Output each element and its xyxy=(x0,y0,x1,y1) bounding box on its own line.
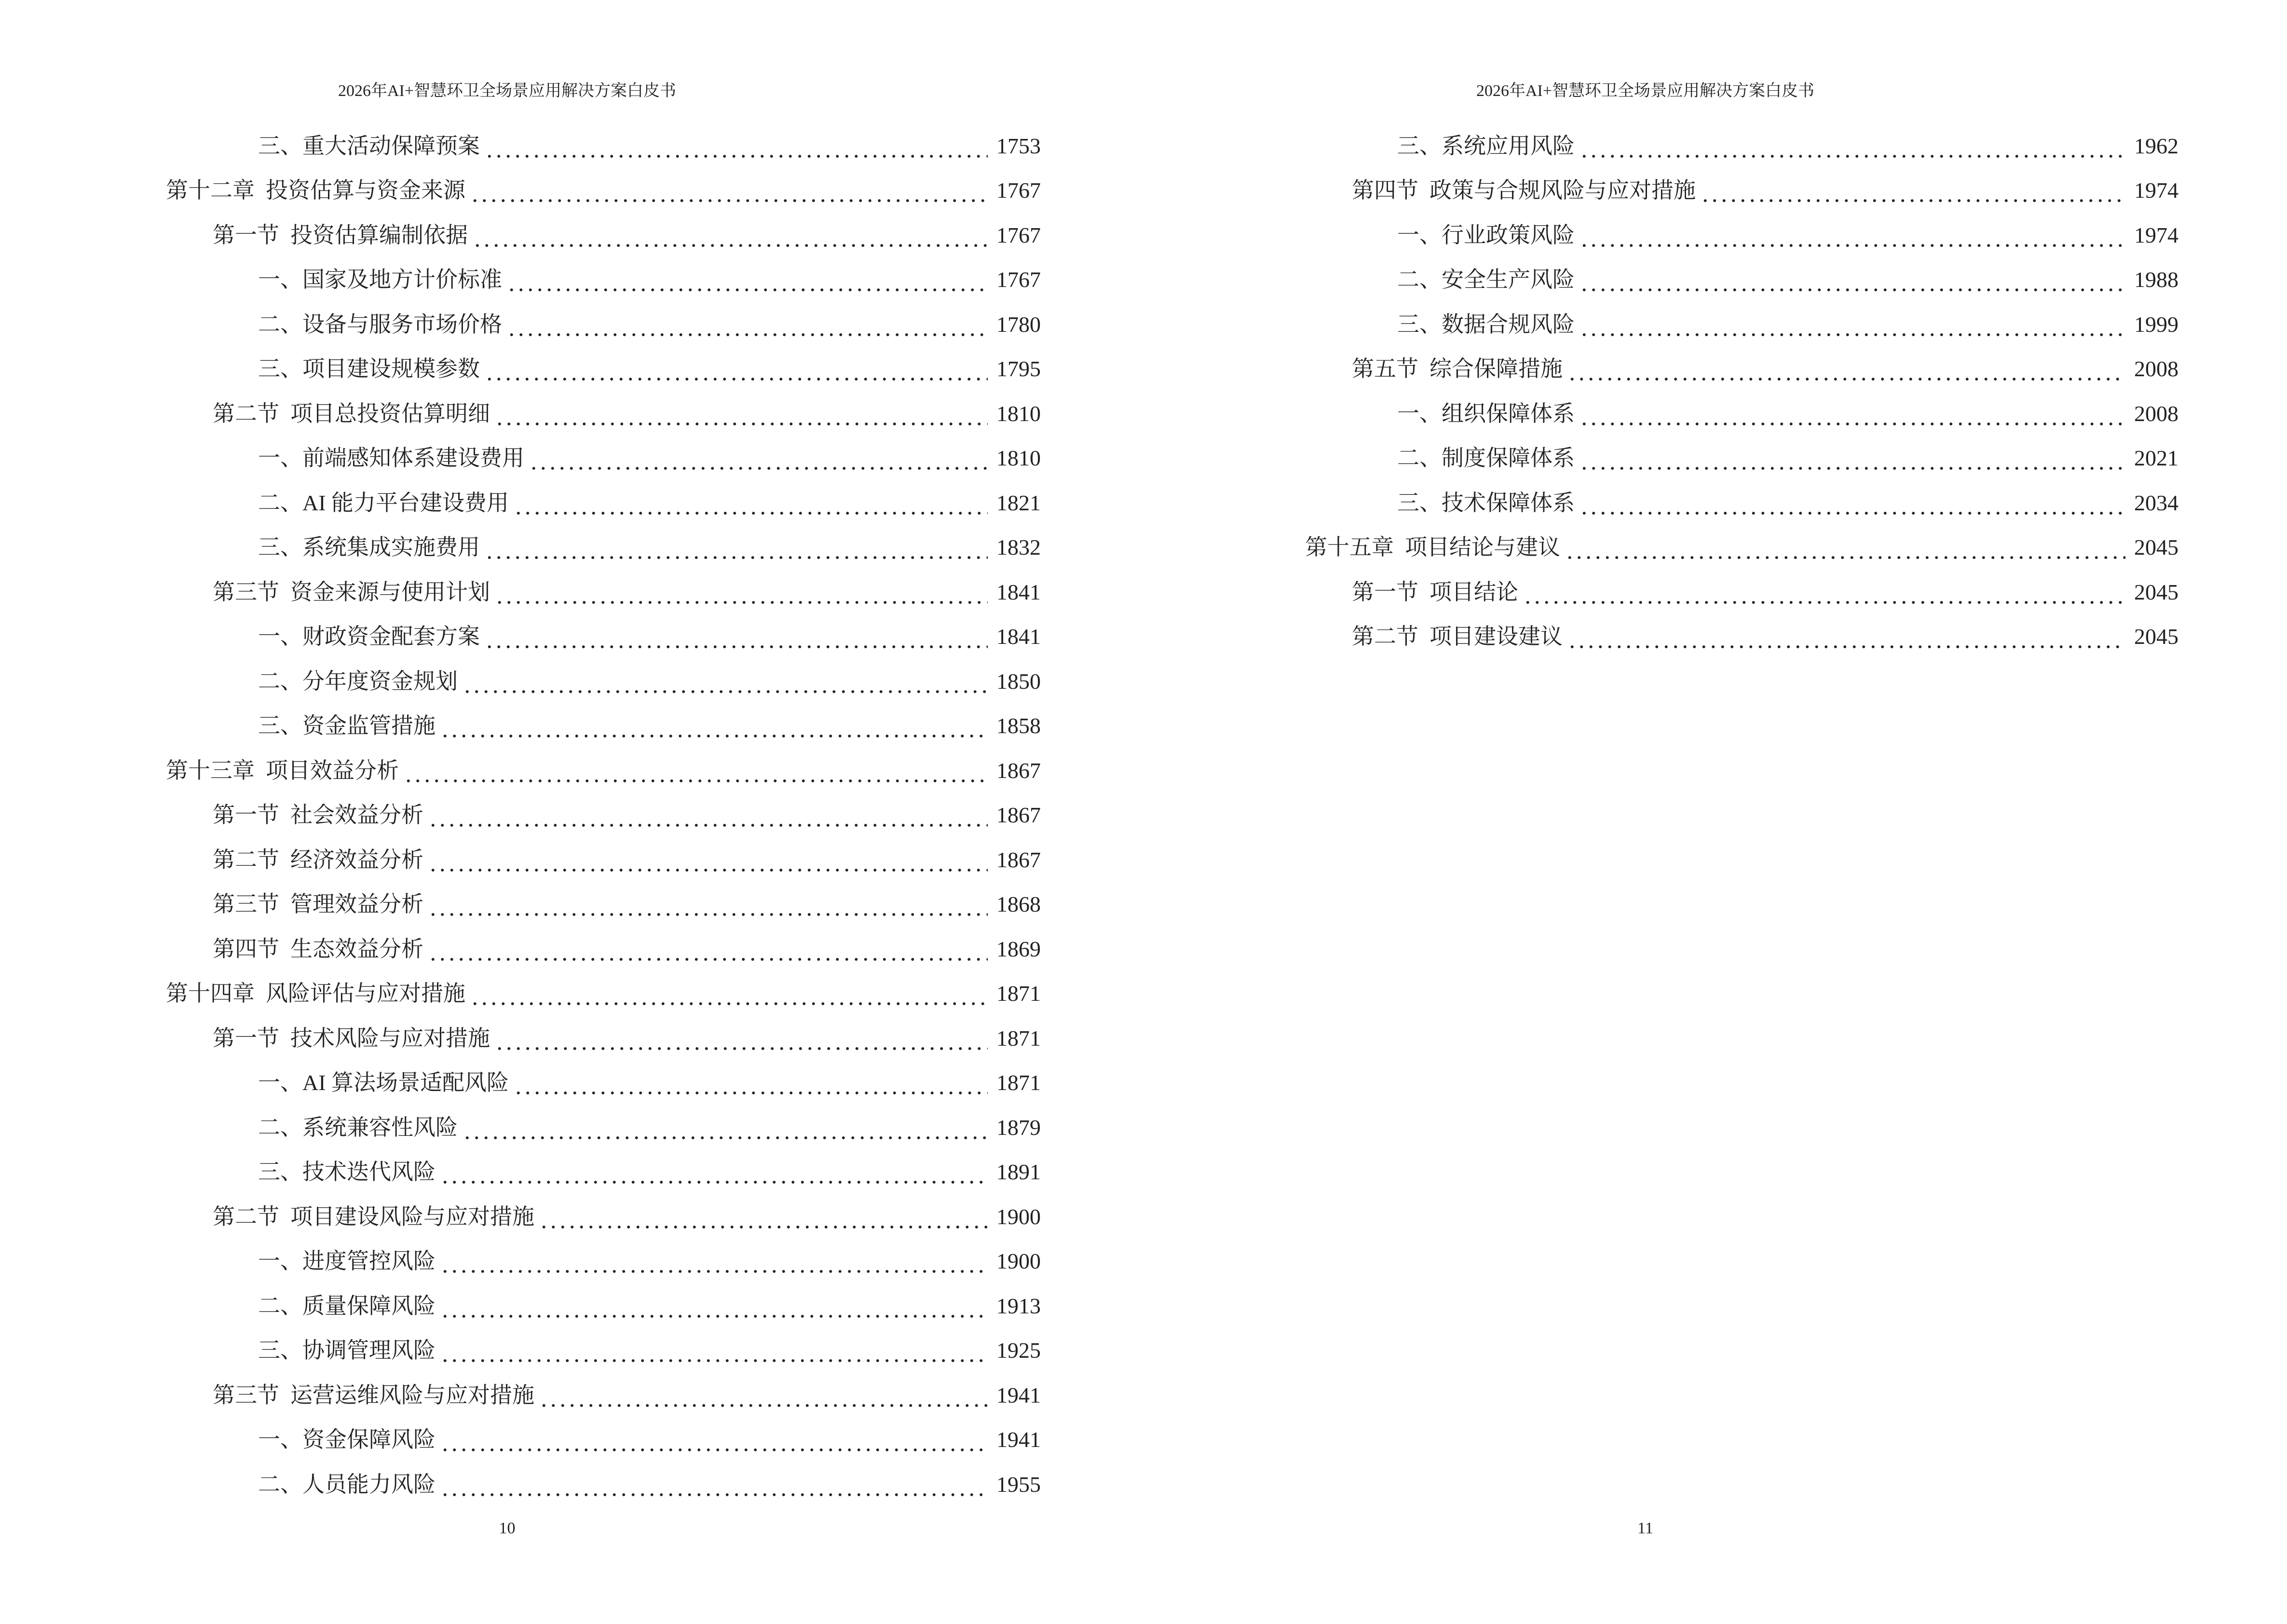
toc-chapter[interactable] xyxy=(1305,520,2178,565)
toc-entry-title: 二、分年度资金规划 xyxy=(258,669,458,694)
dot-leader xyxy=(440,1468,988,1501)
toc-entry-page: 1941 xyxy=(996,1382,1041,1407)
toc-entry-page: 2008 xyxy=(2134,401,2178,426)
toc-subsection[interactable] xyxy=(166,431,1041,476)
toc-subsection[interactable] xyxy=(166,520,1041,565)
dot-leader xyxy=(485,531,988,564)
dot-leader xyxy=(1567,352,2125,386)
toc-entry-title: 第四节 政策与合规风险与应对措施 xyxy=(1352,178,1696,203)
toc-subsection[interactable] xyxy=(166,1100,1041,1145)
running-header: 2026年AI+智慧环卫全场景应用解决方案白皮书 xyxy=(338,82,677,100)
toc-subsection[interactable] xyxy=(166,1234,1041,1279)
dot-leader xyxy=(507,263,988,297)
dot-leader xyxy=(1579,441,2125,475)
dot-leader xyxy=(495,397,988,431)
dot-leader xyxy=(1579,218,2125,252)
toc-entry-title: 第十二章 投资估算与资金来源 xyxy=(166,178,465,203)
toc-entry-page: 1871 xyxy=(996,1070,1041,1095)
dot-leader xyxy=(1579,129,2125,163)
toc-subsection[interactable] xyxy=(166,1412,1041,1457)
toc-entry-page: 2008 xyxy=(2134,356,2178,381)
toc-entry-title: 三、资金监管措施 xyxy=(258,713,436,738)
toc-entry-title: 三、重大活动保障预案 xyxy=(258,133,480,158)
toc-section[interactable] xyxy=(166,1010,1041,1055)
dot-leader xyxy=(440,1289,988,1323)
toc-section[interactable] xyxy=(166,207,1041,252)
toc-entry-title: 三、技术迭代风险 xyxy=(258,1160,436,1184)
toc-subsection[interactable] xyxy=(1305,252,2178,297)
toc-entry-page: 1913 xyxy=(996,1293,1041,1318)
toc-entry-title: 三、协调管理风险 xyxy=(258,1338,436,1363)
dot-leader xyxy=(440,1423,988,1457)
toc-entry-page: 1753 xyxy=(996,133,1041,158)
toc-entry-title: 二、系统兼容性风险 xyxy=(258,1115,458,1140)
toc-entry-title: 一、国家及地方计价标准 xyxy=(258,267,502,292)
running-header: 2026年AI+智慧环卫全场景应用解决方案白皮书 xyxy=(1476,82,1815,100)
page-number: 11 xyxy=(1637,1519,1653,1537)
toc-entry-page: 1795 xyxy=(996,356,1041,381)
dot-leader xyxy=(485,129,988,163)
toc-entry-title: 三、系统集成实施费用 xyxy=(258,535,480,560)
toc-entry-page: 1988 xyxy=(2134,267,2178,292)
toc-entry-page: 1858 xyxy=(996,713,1041,738)
toc-entry-title: 第二节 项目建设风险与应对措施 xyxy=(213,1204,534,1229)
toc-entry-title: 二、质量保障风险 xyxy=(258,1293,436,1318)
dot-leader xyxy=(485,352,988,386)
dot-leader xyxy=(539,1200,988,1234)
toc-entry-page: 1900 xyxy=(996,1204,1041,1229)
toc-chapter[interactable] xyxy=(166,743,1041,788)
dot-leader xyxy=(440,1244,988,1278)
toc-subsection[interactable] xyxy=(166,654,1041,698)
toc-entry-title: 一、AI 算法场景适配风险 xyxy=(258,1070,509,1095)
dot-leader xyxy=(1579,397,2125,431)
toc-entry-title: 二、制度保障体系 xyxy=(1397,446,1575,470)
toc-entry-page: 1871 xyxy=(996,1025,1041,1051)
toc-entry-page: 1879 xyxy=(996,1115,1041,1140)
toc-entry-page: 1810 xyxy=(996,401,1041,426)
toc-entry-title: 二、AI 能力平台建设费用 xyxy=(258,490,509,515)
toc-entry-page: 2045 xyxy=(2134,579,2178,604)
dot-leader xyxy=(539,1378,988,1412)
dot-leader xyxy=(507,308,988,341)
toc-entry-page: 1841 xyxy=(996,579,1041,604)
toc-entry-title: 第一节 项目结论 xyxy=(1352,579,1518,604)
toc-entry-page: 1767 xyxy=(996,267,1041,292)
toc-entry-page: 2034 xyxy=(2134,490,2178,515)
toc-entry-title: 第十五章 项目结论与建议 xyxy=(1305,535,1560,560)
toc-chapter[interactable] xyxy=(166,163,1041,208)
dot-leader xyxy=(428,798,988,832)
toc-entry-page: 1891 xyxy=(996,1160,1041,1184)
toc-entry-title: 第一节 投资估算编制依据 xyxy=(213,222,468,247)
toc-subsection[interactable] xyxy=(166,1145,1041,1189)
dot-leader xyxy=(428,843,988,877)
toc-entry-page: 1867 xyxy=(996,847,1041,872)
toc-section[interactable] xyxy=(166,921,1041,966)
toc-entry-page: 2045 xyxy=(2134,624,2178,649)
toc-entry-title: 一、进度管控风险 xyxy=(258,1249,436,1273)
toc-entry-page: 1869 xyxy=(996,936,1041,961)
toc-entry-title: 一、行业政策风险 xyxy=(1397,222,1575,247)
toc-subsection[interactable] xyxy=(166,341,1041,386)
toc-entry-title: 一、组织保障体系 xyxy=(1397,401,1575,426)
toc-entry-page: 1821 xyxy=(996,490,1041,515)
toc-entry-page: 1780 xyxy=(996,312,1041,337)
dot-leader xyxy=(440,1334,988,1367)
toc-subsection[interactable] xyxy=(166,118,1041,163)
toc-section[interactable] xyxy=(1305,341,2178,386)
toc-section[interactable] xyxy=(166,564,1041,609)
toc-subsection[interactable] xyxy=(166,1457,1041,1501)
toc-subsection[interactable] xyxy=(1305,431,2178,476)
toc-entry-page: 1850 xyxy=(996,669,1041,694)
toc-entry-page: 1868 xyxy=(996,892,1041,916)
toc-entry-page: 1925 xyxy=(996,1338,1041,1363)
toc-entry-page: 1941 xyxy=(996,1427,1041,1452)
table-of-contents xyxy=(1305,118,2178,654)
toc-subsection[interactable] xyxy=(1305,475,2178,520)
toc-section[interactable] xyxy=(166,832,1041,877)
toc-entry-title: 第二节 经济效益分析 xyxy=(213,847,423,872)
toc-entry-title: 第二节 项目总投资估算明细 xyxy=(213,401,490,426)
dot-leader xyxy=(440,709,988,743)
toc-entry-page: 1955 xyxy=(996,1472,1041,1497)
toc-entry-title: 第二节 项目建设建议 xyxy=(1352,624,1563,649)
dot-leader xyxy=(1579,486,2125,520)
dot-leader xyxy=(473,218,988,252)
dot-leader xyxy=(1567,620,2125,654)
toc-entry-page: 1767 xyxy=(996,222,1041,247)
toc-subsection[interactable] xyxy=(1305,386,2178,431)
toc-entry-title: 第一节 社会效益分析 xyxy=(213,803,423,827)
toc-entry-title: 二、人员能力风险 xyxy=(258,1472,436,1497)
dot-leader xyxy=(529,441,988,475)
toc-entry-title: 第一节 技术风险与应对措施 xyxy=(213,1025,490,1051)
dot-leader xyxy=(463,1111,988,1145)
toc-subsection[interactable] xyxy=(166,297,1041,341)
toc-entry-page: 2021 xyxy=(2134,446,2178,470)
toc-entry-page: 1974 xyxy=(2134,178,2178,203)
toc-entry-page: 1767 xyxy=(996,178,1041,203)
dot-leader xyxy=(495,575,988,609)
toc-subsection[interactable] xyxy=(1305,207,2178,252)
dot-leader xyxy=(1579,263,2125,297)
toc-subsection[interactable] xyxy=(166,609,1041,654)
toc-subsection[interactable] xyxy=(1305,118,2178,163)
toc-section[interactable] xyxy=(1305,163,2178,208)
dot-leader xyxy=(470,174,988,207)
toc-entry-page: 1871 xyxy=(996,981,1041,1006)
toc-entry-page: 1810 xyxy=(996,446,1041,470)
toc-entry-title: 第十三章 项目效益分析 xyxy=(166,758,399,783)
toc-entry-title: 二、安全生产风险 xyxy=(1397,267,1575,292)
toc-section[interactable] xyxy=(166,877,1041,922)
dot-leader xyxy=(514,1066,988,1100)
dot-leader xyxy=(428,932,988,966)
toc-section[interactable] xyxy=(166,788,1041,832)
toc-entry-title: 第四节 生态效益分析 xyxy=(213,936,423,961)
toc-subsection[interactable] xyxy=(166,1323,1041,1368)
dot-leader xyxy=(1523,575,2125,609)
toc-entry-page: 1900 xyxy=(996,1249,1041,1273)
dot-leader xyxy=(463,665,988,698)
toc-entry-page: 1867 xyxy=(996,758,1041,783)
toc-entry-title: 第三节 管理效益分析 xyxy=(213,892,423,916)
toc-chapter[interactable] xyxy=(166,966,1041,1011)
dot-leader xyxy=(495,1022,988,1055)
dot-leader xyxy=(485,620,988,654)
toc-subsection[interactable] xyxy=(166,252,1041,297)
toc-entry-page: 1974 xyxy=(2134,222,2178,247)
toc-subsection[interactable] xyxy=(166,698,1041,743)
toc-section[interactable] xyxy=(1305,564,2178,609)
toc-entry-title: 一、财政资金配套方案 xyxy=(258,624,480,649)
toc-entry-title: 第三节 运营运维风险与应对措施 xyxy=(213,1382,534,1407)
dot-leader xyxy=(404,754,988,788)
toc-entry-title: 三、项目建设规模参数 xyxy=(258,356,480,381)
toc-entry-title: 二、设备与服务市场价格 xyxy=(258,312,502,337)
dot-leader xyxy=(1701,174,2125,207)
dot-leader xyxy=(440,1155,988,1189)
dot-leader xyxy=(514,486,988,520)
toc-subsection[interactable] xyxy=(166,1055,1041,1100)
toc-entry-page: 2045 xyxy=(2134,535,2178,560)
dot-leader xyxy=(1579,308,2125,341)
toc-entry-title: 三、数据合规风险 xyxy=(1397,312,1575,337)
toc-entry-page: 1999 xyxy=(2134,312,2178,337)
toc-entry-page: 1962 xyxy=(2134,133,2178,158)
dot-leader xyxy=(428,887,988,921)
toc-entry-title: 三、系统应用风险 xyxy=(1397,133,1575,158)
table-of-contents xyxy=(166,118,1041,1501)
toc-entry-page: 1832 xyxy=(996,535,1041,560)
toc-subsection[interactable] xyxy=(166,475,1041,520)
toc-subsection[interactable] xyxy=(166,1278,1041,1323)
toc-section[interactable] xyxy=(1305,609,2178,654)
dot-leader xyxy=(470,977,988,1010)
toc-entry-title: 第五节 综合保障措施 xyxy=(1352,356,1563,381)
toc-entry-title: 一、前端感知体系建设费用 xyxy=(258,446,524,470)
page-right xyxy=(1144,0,2287,1624)
toc-subsection[interactable] xyxy=(1305,297,2178,341)
toc-entry-page: 1867 xyxy=(996,803,1041,827)
toc-section[interactable] xyxy=(166,1367,1041,1412)
page-number: 10 xyxy=(499,1519,516,1537)
dot-leader xyxy=(1565,531,2125,564)
toc-entry-page: 1841 xyxy=(996,624,1041,649)
toc-entry-title: 三、技术保障体系 xyxy=(1397,490,1575,515)
toc-entry-title: 第三节 资金来源与使用计划 xyxy=(213,579,490,604)
toc-section[interactable] xyxy=(166,386,1041,431)
toc-entry-title: 一、资金保障风险 xyxy=(258,1427,436,1452)
toc-section[interactable] xyxy=(166,1189,1041,1234)
toc-entry-title: 第十四章 风险评估与应对措施 xyxy=(166,981,465,1006)
